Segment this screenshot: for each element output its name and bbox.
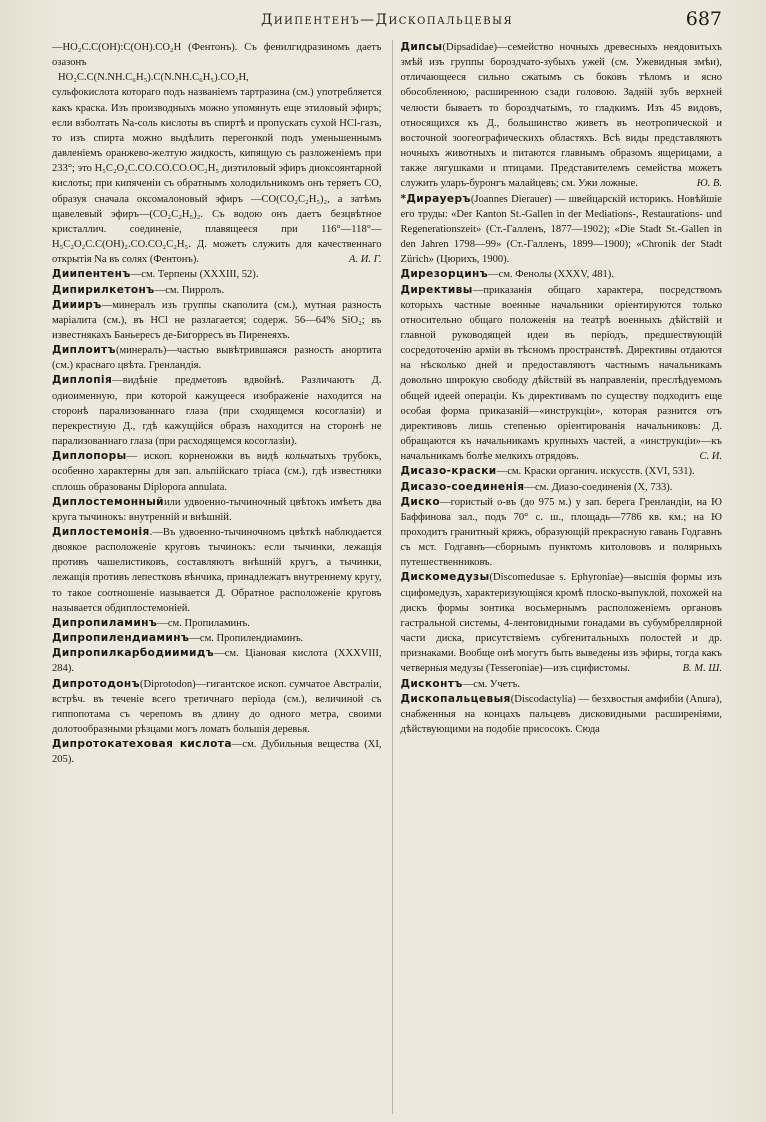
entry-headword: Дискомедузы (400, 571, 490, 584)
entry-text: —см. Краски органич. искусств. (XVI, 531). (496, 466, 695, 478)
author-signature: А. И. Г. (349, 254, 382, 266)
entry-headword: Диплостемонный (52, 495, 164, 508)
dictionary-entry (52, 283, 382, 298)
entry-headword: Дипропилкарбодиимидъ (52, 647, 215, 660)
entry-headword: Дипропилендиаминъ (52, 632, 190, 645)
dictionary-entry (401, 692, 723, 737)
dictionary-entry (52, 40, 382, 70)
entry-headword: Директивы (400, 283, 473, 296)
author-signature: Ю. В. (696, 178, 722, 190)
entry-headword: Дипротокатеховая кислота (52, 738, 232, 751)
entry-headword: Дипропиламинъ (52, 616, 158, 629)
entry-text: —приказанія общаго характера, посредствомъ которыхъ частные военные начальники оріентируются только относительно общаго положенія на театрѣ военныхъ дѣйствій и главной руководящей идеи въ періодъ, предшествующій сосредоточенію арміи въ тѣсномъ пространствѣ. Директивы отдаются на нѣсколько дней и предоставляютъ частнымъ начальникамъ довольно широкую свободу дѣйствій въ направленіи, преслѣдуемомъ общей идеей операціи. Къ директивамъ по существу подходитъ еще особая форма приказаній—«инструкціи», которая разнится отъ директивовъ лишь степенью оріентированія начальниковъ: Д. обращаются къ начальникамъ крупныхъ частей, а «инструкціи»—къ начальникамъ болѣе мелкихъ отрядовъ. (400, 284, 722, 463)
entry-headword: Дисконтъ (400, 677, 463, 690)
entry-text: —видѣніе предметовъ вдвойнѣ. Различаютъ Д. одноименную, при которой кажущееся изображеніе находится на сторонѣ парализованнаго глаза (при сходящемся косоглазіи) и перекрестную Д., гдѣ кажущійся образъ находится на сторонѣ не парализованнаго глаза (при расходящемся косоглазіи). (52, 375, 382, 448)
entry-headword: Дипирилкетонъ (52, 283, 155, 296)
dictionary-entry (401, 40, 723, 192)
entry-text: сульфокислота котораго подъ названіемъ тартразина (см.) употребляется какъ краска. Изъ производныхъ можно упомянуть еще этиловый эфиръ; если взболтать Na-соль кислоты въ спиртѣ и пропускать сухой HCl-газъ, то изъ спирта можно выдѣлить перегонкой подъ уменьшеннымъ давленіемъ оранжево-желтую жидкость, кипящую съ разложеніемъ при 233°; это H₅C₂O₂C.CO.CO.CO.OC₂H₅ диэтиловый эфиръ диоксоянтарной кислоты; при кипяченіи съ обратнымъ холодильникомъ онъ теряетъ CO, образуя сначала оксомалоновый эфиръ —CO(CO₂C₂H₅)₂, а затѣмъ щавелевый эфиръ—(CO₂C₂H₅)₂. Съ водою онъ даетъ безцвѣтное кристаллич. соединеніе, плавящееся при 116°—118°—H₅C₂O₂C.C(OH)₂.CO.CO₂C₂H₅. Д. можетъ служить для качественнаго открытія Na въ солях (Фентонъ). (52, 87, 382, 266)
entry-headword: *Дирауеръ (400, 192, 471, 205)
entry-headword: Дирезорцинъ (400, 268, 489, 281)
entry-text: (Joannes Dierauer) — швейцарскій историкъ. Новѣйшіе его труды: «Der Kanton St.-Gallen in der Mediations-, Restaurations- und Regenerationszeit» (Ст.-Галленъ, 1877—1902); «Die Stadt St.-Gallen in den Jahren 1798—99» (Ст.-Галленъ, 1899—1900); «Chronik der Stadt Zürich» (Цюрихъ, 1900). (400, 193, 722, 266)
entry-headword: Диплоитъ (52, 344, 116, 357)
running-head: Диипентенъ—Дископальцевыя (260, 12, 514, 28)
dictionary-entry (52, 616, 382, 631)
dictionary-entry (52, 298, 382, 343)
dictionary-entry (401, 570, 723, 676)
entry-text: .—Въ удвоенно-тычиночномъ цвѣткѣ наблюдается двоякое расположеніе круговъ тычинокъ: если тычинки, лежащія противъ чашелистиковъ, составляютъ внѣшній кругъ, а тычинки, лежащія противъ лепестковъ вѣнчика, принадлежатъ внутреннему кругу, то такое соотношеніе называется Д. Обратное расположеніе круговъ называется обдиплостемоніей. (52, 527, 382, 614)
dictionary-entry (52, 495, 382, 525)
dictionary-entry (52, 267, 382, 282)
dictionary-entry (52, 449, 382, 494)
entry-headword: Дисазо-соединенія (400, 480, 525, 493)
entry-text: —см. Учетъ. (462, 678, 521, 690)
page-number: 687 (685, 8, 722, 30)
dictionary-entry (401, 267, 723, 282)
dictionary-entry (52, 373, 382, 449)
dictionary-entry (401, 283, 723, 465)
entry-text: HO₂C.C(N.NH.C₆H₅).C(N.NH.C₆H₅).CO₂H, (58, 72, 249, 84)
entry-headword: Диплостемонія (52, 526, 150, 538)
entry-headword: Диплопія (52, 374, 113, 387)
entry-text: (Discomedusae s. Ephyroniae)—высшія формы изъ сцифомедузъ, характеризующіяся кромѣ плоско-выпуклой, похожей на дискъ формы зонтика восьмернымъ расположеніемъ органовъ гастральной системы, 4-лентовидными гонадами въ субумбреллярной части диска, присутствіемъ субгенитальныхъ полостей и др. признаками. Вообще онѣ могутъ быть выведены изъ эфиры, тогда какъ четверныя медузы (Tesseroniae)—изъ сцифистомы. (400, 572, 722, 675)
entry-text: —гористый о-въ (до 975 м.) у зап. берега Гренландіи, на Ю Баффинова зал., подъ 70° с. ш., площадь—7786 кв. км.; на Ю проходитъ гранитный кряжъ, образующій прекрасную гавань Годгавнъ съ мст. Годгавнъ—сборнымъ пунктомъ китолововъ и полярныхъ путешественниковъ. (400, 496, 722, 569)
entry-headword: Диплопоры (52, 450, 127, 463)
entry-text: — ископ. корненожки въ видѣ кольчатыхъ трубокъ, особенно характерны для зап. альпійскаго тріаса (см.), гдѣ известняки сплошь образованы Diplopora annulata. (52, 451, 382, 493)
entry-text: —см. Диазо-соединенія (X, 733). (524, 481, 673, 493)
entry-headword: Диипентенъ (52, 268, 131, 281)
entry-text: или удвоенно-тычиночный цвѣтокъ имѣетъ два круга тычинокъ: внутренній и внѣшній. (52, 496, 382, 523)
entry-headword: Дисазо-краски (400, 465, 497, 478)
dictionary-entry (401, 192, 723, 268)
dictionary-entry (52, 70, 382, 85)
dictionary-entry (52, 85, 382, 267)
entry-text: —см. Дубильныя вещества (XI, 205). (52, 739, 382, 766)
dictionary-entry (401, 677, 723, 692)
dictionary-entry (52, 737, 382, 767)
left-column (52, 40, 382, 1114)
author-signature: С. И. (699, 451, 722, 463)
dictionary-entry (52, 525, 382, 616)
entry-text: —см. Терпены (XXXIII, 52). (130, 269, 259, 281)
entry-headword: Дископальцевыя (400, 692, 511, 705)
entry-text: —см. Пропилендиаминъ. (189, 633, 304, 645)
entry-text: —см. Фенолы (XXXV, 481). (488, 269, 614, 281)
entry-text: (Diprotodon)—гигантское ископ. сумчатое Австраліи, встрѣч. въ теченіе всего третичнаго періода (см.), величиной съ гиппопотама съ черепомъ въ длину до одного метра, своими долотообразными рѣзцами могъ ломать большія деревья. (52, 678, 382, 736)
entry-text: —см. Пирролъ. (154, 284, 225, 296)
dictionary-entry (401, 464, 723, 479)
dictionary-entry (401, 495, 723, 571)
entry-text: —минералъ изъ группы скаполита (см.), мутная разность маріалита (см.), въ HCl не разлагается; содерж. 56—64% SiO₂; въ известнякахъ Баньересъ де-Бигорресъ въ Пиренеяхъ. (52, 299, 382, 341)
two-column-body (52, 40, 722, 1114)
entry-headword: Диииръ (52, 298, 102, 311)
right-column (392, 40, 723, 1114)
dictionary-entry (401, 480, 723, 495)
entry-text: (Discodactylia) — безхвостыя амфибіи (Anura), снабженныя на концахъ пальцевъ дисковидными расширеніями, дѣйствующими на подобіе присосокъ. Сюда (400, 693, 722, 736)
entry-text: —см. Ціановая кислота (XXXVIII, 284). (52, 648, 382, 675)
entry-headword: Диско (400, 495, 441, 508)
entry-headword: Дипсы (400, 41, 443, 53)
dictionary-entry (52, 631, 382, 646)
entry-text: —HO₂C.C(OH):C(OH).CO₂H (Фентонъ). Съ фенилгидразиномъ даетъ озазонъ (52, 42, 382, 69)
page-header (52, 6, 722, 40)
author-signature: В. М. Ш. (682, 663, 722, 675)
dictionary-entry (52, 646, 382, 676)
entry-text: (Dipsadidae)—семейство ночныхъ древесныхъ неядовитыхъ змѣй изъ группы бороздчато-зубыхъ ужей (см. Ужевидныя змѣи), отличающееся сильно сжатымъ съ боковъ тѣломъ и ясно обособленною, расширенною сзади головою. Задній зубъ верхней челюсти бываетъ то бороздчатымъ, то гладкимъ. Изъ 45 видовъ, относящихся къ Д., большинство живетъ въ неотропической и восточной зоогеографическихъ областяхъ. Всѣ виды представляютъ ночныхъ животныхъ и питаются главнымъ образомъ ящерицами, а также лягушками и птицами. Представителемъ семейства можетъ служить уларъ-буронгъ малайцевъ; см. Ужи ложные. (400, 42, 722, 190)
entry-text: —см. Пропиламинъ. (157, 617, 250, 629)
entry-text: (минералъ)—частью вывѣтрившаяся разность анортита (см.) краснаго цвѣта. Гренландія. (52, 345, 382, 372)
entry-headword: Дипротодонъ (52, 677, 140, 690)
dictionary-entry (52, 343, 382, 373)
dictionary-entry (52, 677, 382, 738)
